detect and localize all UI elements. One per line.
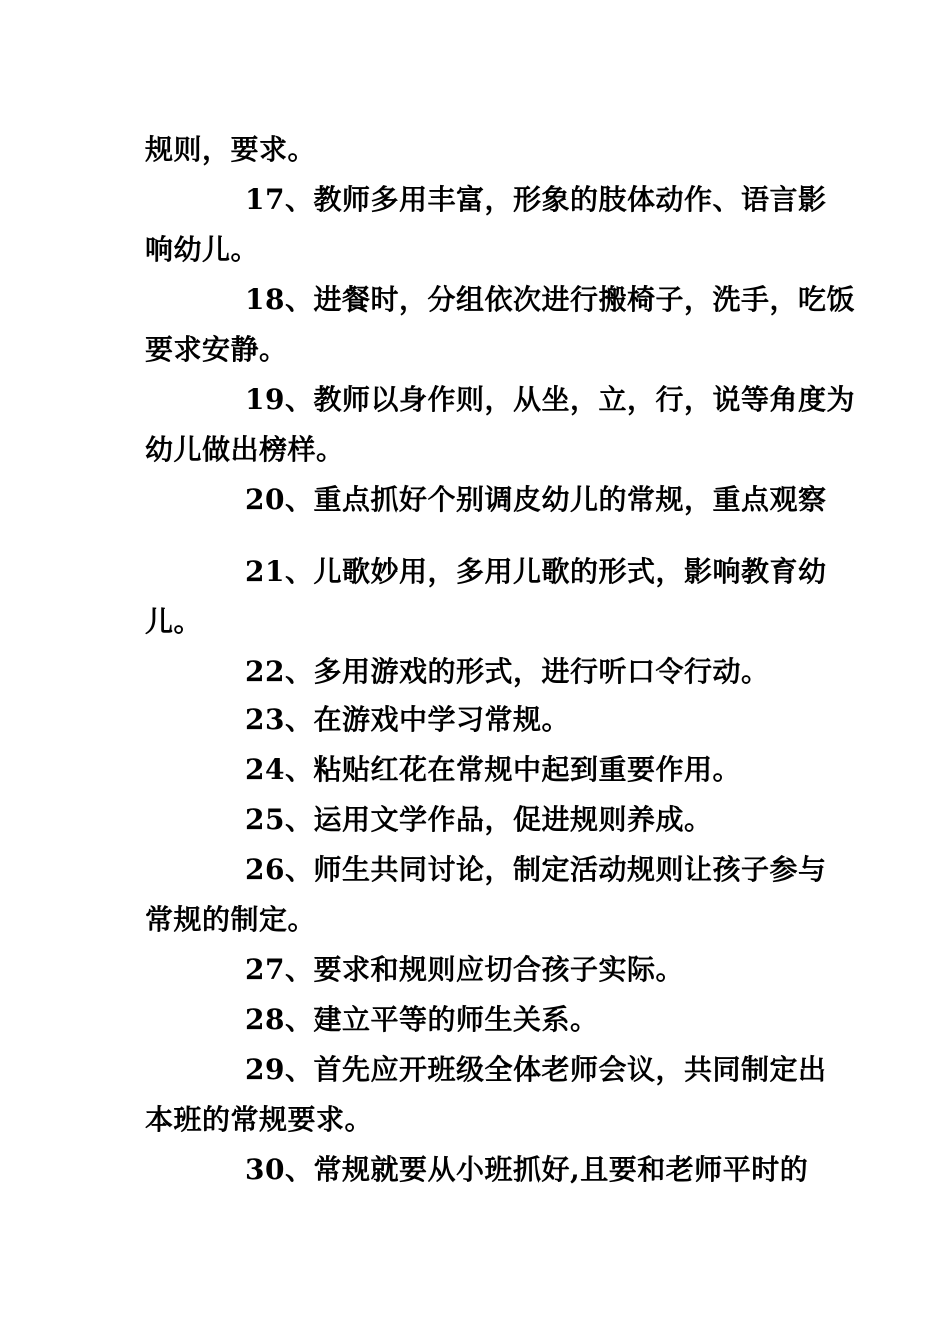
list-item-27: 27、要求和规则应切合孩子实际。 [245, 953, 684, 986]
text-line: 常规的制定。 [145, 903, 317, 936]
list-item-26: 26、师生共同讨论，制定活动规则让孩子参与 [245, 853, 827, 886]
text-line: 要求安静。 [145, 333, 288, 366]
list-item-21: 21、儿歌妙用，多用儿歌的形式，影响教育幼 [245, 555, 827, 588]
text-line: 本班的常规要求。 [145, 1103, 374, 1136]
text-line: 响幼儿。 [145, 233, 260, 266]
list-item-20: 20、重点抓好个别调皮幼儿的常规，重点观察 [245, 483, 827, 516]
list-item-19: 19、教师以身作则，从坐，立，行，说等角度为 [245, 383, 855, 416]
list-item-17: 17、教师多用丰富，形象的肢体动作、语言影 [245, 183, 827, 216]
list-item-30: 30、常规就要从小班抓好,且要和老师平时的 [245, 1153, 809, 1186]
text-line: 幼儿做出榜样。 [145, 433, 345, 466]
list-item-25: 25、运用文学作品，促进规则养成。 [245, 803, 713, 836]
list-item-29: 29、首先应开班级全体老师会议，共同制定出 [245, 1053, 827, 1086]
list-item-23: 23、在游戏中学习常规。 [245, 703, 570, 736]
text-line: 儿。 [145, 605, 203, 638]
text-line: 规则，要求。 [145, 133, 317, 166]
list-item-28: 28、建立平等的师生关系。 [245, 1003, 599, 1036]
list-item-18: 18、进餐时，分组依次进行搬椅子，洗手，吃饭 [245, 283, 855, 316]
list-item-22: 22、多用游戏的形式，进行听口令行动。 [245, 655, 770, 688]
list-item-24: 24、粘贴红花在常规中起到重要作用。 [245, 753, 741, 786]
